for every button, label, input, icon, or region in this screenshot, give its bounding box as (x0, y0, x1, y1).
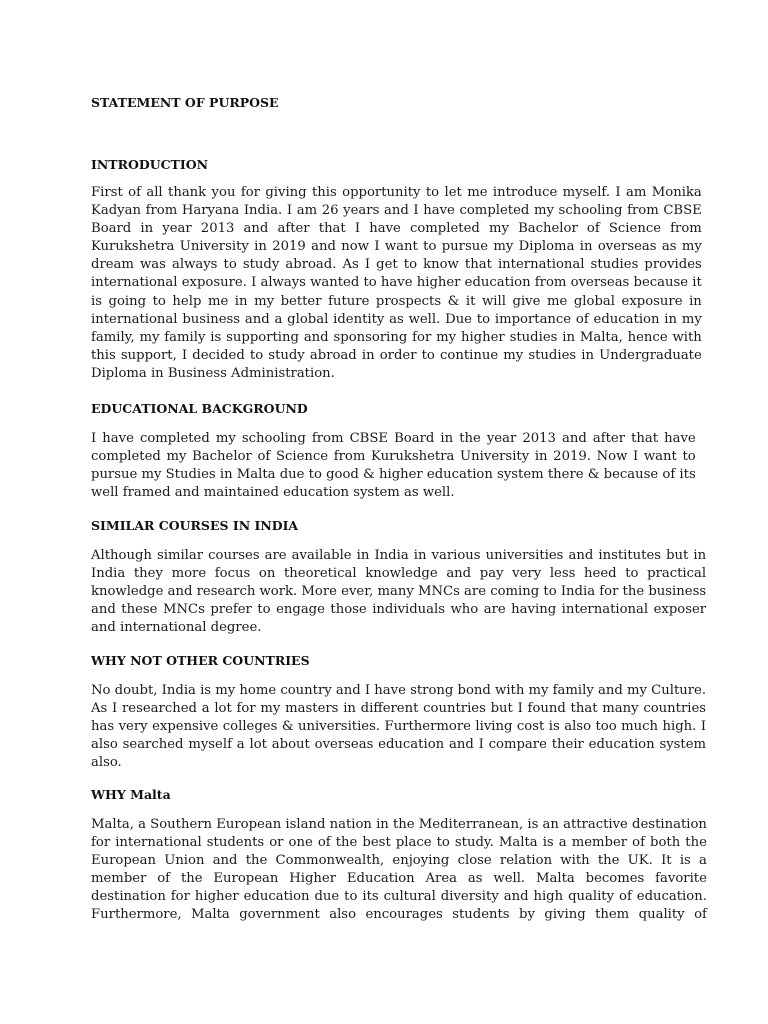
text-line: Kadyan from Haryana India. I am 26 years and I have completed my schooling from CBSE (91, 203, 702, 219)
paragraph-educational-background (91, 430, 696, 502)
text-line: well framed and maintained education system as well. (91, 485, 455, 501)
text-line: family, my family is supporting and sponsoring for my higher studies in Malta, hence with (91, 329, 702, 345)
section-heading-educational-background: EDUCATIONAL BACKGROUND (91, 401, 308, 416)
text-line: India they more focus on theoretical knowledge and pay very less heed to practical (91, 566, 707, 582)
text-line: As I researched a lot for my masters in different countries but I found that many countries (91, 701, 707, 717)
section-heading-similar-courses: SIMILAR COURSES IN INDIA (91, 518, 299, 533)
text-line: Diploma in Business Administration. (91, 365, 335, 381)
text-line: European Union and the Commonwealth, enjoying close relation with the UK. It is a (91, 853, 707, 869)
text-line: completed my Bachelor of Science from Kurukshetra University in 2019. Now I want to (91, 449, 696, 465)
text-line: knowledge and research work. More ever, many MNCs are coming to India for the business (91, 584, 707, 600)
text-line: for international students or one of the best place to study. Malta is a member of both the (91, 835, 707, 851)
paragraph-similar-courses (91, 547, 706, 637)
section-heading-introduction: INTRODUCTION (91, 157, 209, 172)
text-line: is going to help me in my better future prospects & it will give me global exposure in (91, 293, 702, 309)
text-line: destination for higher education due to its cultural diversity and high quality of education. (91, 889, 707, 905)
text-line: Kurukshetra University in 2019 and now I want to pursue my Diploma in overseas as my (91, 239, 702, 255)
section-heading-why-not-other-countries: WHY NOT OTHER COUNTRIES (91, 653, 310, 668)
section-heading-why-malta: WHY Malta (91, 787, 171, 802)
text-line: No doubt, India is my home country and I have strong bond with my family and my Culture. (91, 683, 707, 698)
text-line: and international degree. (91, 620, 262, 636)
text-line: has very expensive colleges & universities. Furthermore living cost is also too much high. I (91, 719, 707, 735)
text-line: and these MNCs prefer to engage those individuals who are having international exposer (91, 602, 707, 618)
text-line: international business and a global identity as well. Due to importance of education in my (91, 311, 702, 327)
paragraph-introduction (91, 184, 702, 383)
text-line: dream was always to study abroad. As I get to know that international studies provides (91, 257, 702, 273)
text-line: pursue my Studies in Malta due to good & higher education system there & because of its (91, 467, 696, 483)
paragraph-why-malta (91, 816, 707, 925)
text-line: this support, I decided to study abroad in order to continue my studies in Undergraduate (91, 347, 702, 363)
text-line: First of all thank you for giving this opportunity to let me introduce myself. I am Monika (91, 185, 702, 200)
text-line: also searched myself a lot about overseas education and I compare their education system (91, 737, 707, 753)
text-line: international exposure. I always wanted to have higher education from overseas because it (91, 275, 702, 291)
text-line: Furthermore, Malta government also encourages students by giving them quality of (91, 907, 707, 923)
text-line: I have completed my schooling from CBSE Board in the year 2013 and after that have (91, 431, 696, 446)
text-line: Malta, a Southern European island nation in the Mediterranean, is an attractive destination (91, 817, 707, 832)
text-line: also. (91, 755, 122, 771)
paragraph-why-not-other-countries (91, 682, 706, 772)
text-line: Although similar courses are available in India in various universities and institutes but in (91, 548, 707, 563)
page-title: STATEMENT OF PURPOSE (91, 95, 279, 110)
text-line: Board in year 2013 and after that I have completed my Bachelor of Science from (91, 221, 702, 237)
text-line: member of the European Higher Education Area as well. Malta becomes favorite (91, 871, 707, 887)
